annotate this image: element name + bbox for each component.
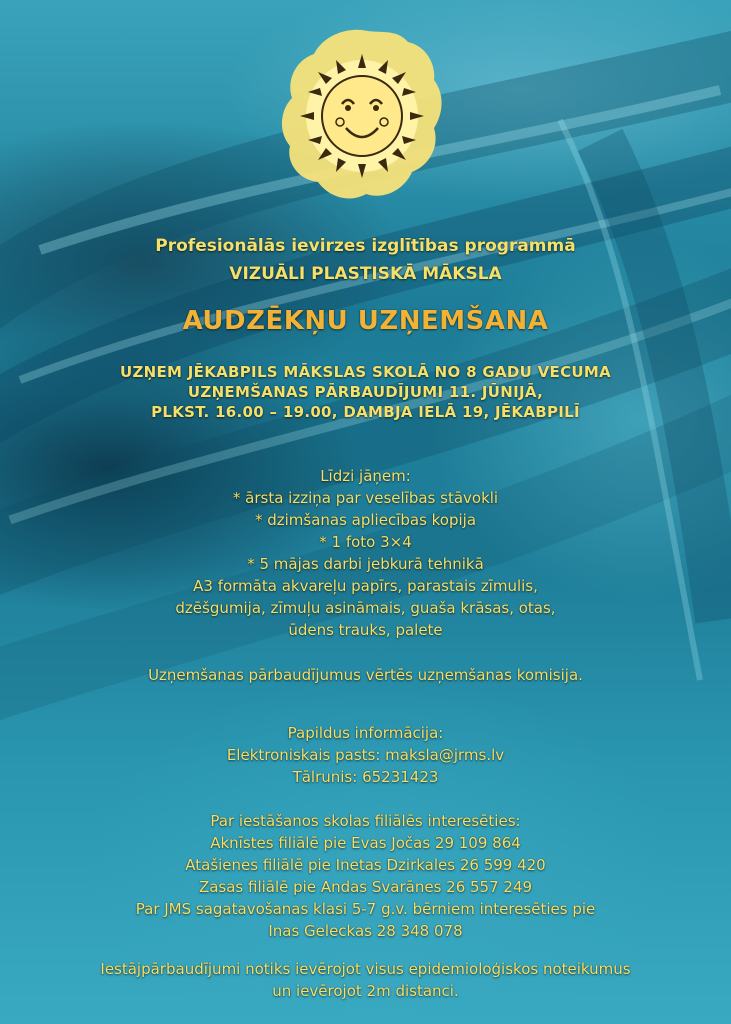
intro-line-3: PLKST. 16.00 – 19.00, DAMBJA IELĀ 19, JĒKABPILĪ [151, 403, 580, 421]
title-text: AUDZĒKŅU UZŅEMŠANA [182, 306, 549, 336]
branch-item: Zasas filiālē pie Andas Svarānes 26 557 249 [198, 878, 533, 896]
branches-section [0, 810, 731, 942]
requirements-heading: Līdzi jāņem: [320, 467, 411, 485]
program-line: Profesionālās ievirzes izglītības programmā [155, 236, 576, 256]
sun-face-icon [276, 24, 448, 208]
notice-line-2: un ievērojot 2m distanci. [272, 982, 459, 1000]
branch-item: Atašienes filiālē pie Inetas Dzirkales 26 599 420 [185, 856, 546, 874]
commission-note [0, 664, 731, 686]
requirement-item: A3 formāta akvareļu papīrs, parastais zīmulis, [193, 577, 538, 595]
commission-text: Uzņemšanas pārbaudījumus vērtēs uzņemšanas komisija. [148, 666, 583, 684]
contact-email: Elektroniskais pasts: maksla@jrms.lv [226, 746, 505, 764]
intro-line-1: UZŅEM JĒKABPILS MĀKSLAS SKOLĀ NO 8 GADU VECUMA [119, 363, 612, 381]
contacts-heading: Papildus informācija: [287, 724, 444, 742]
page-title [0, 304, 731, 338]
notice-line-1: Iestājpārbaudījumi notiks ievērojot visus epidemioloģiskos noteikumus [100, 960, 631, 978]
branch-item: Inas Geleckas 28 348 078 [268, 922, 463, 940]
epidemiology-notice [0, 958, 731, 1002]
requirement-item: * dzimšanas apliecības kopija [254, 511, 477, 529]
requirement-item: * 1 foto 3×4 [319, 533, 412, 551]
program-heading [0, 232, 731, 288]
requirement-item: dzēšgumija, zīmuļu asināmais, guaša krāsas, otas, [175, 599, 556, 617]
contacts-section [0, 722, 731, 788]
requirement-item: ūdens trauks, palete [288, 621, 443, 639]
branch-item: Par JMS sagatavošanas klasi 5-7 g.v. bērniem interesēties pie [135, 900, 596, 918]
branch-item: Aknīstes filiālē pie Evas Jočas 29 109 864 [210, 834, 521, 852]
contact-phone: Tālrunis: 65231423 [292, 768, 439, 786]
requirements-section [0, 465, 731, 641]
program-name: VIZUĀLI PLASTISKĀ MĀKSLA [229, 264, 502, 284]
admission-intro [0, 362, 731, 422]
branches-heading: Par iestāšanos skolas filiālēs interesēties: [210, 812, 521, 830]
requirement-item: * 5 mājas darbi jebkurā tehnikā [247, 555, 484, 573]
requirement-item: * ārsta izziņa par veselības stāvokli [232, 489, 499, 507]
intro-line-2: UZŅEMŠANAS PĀRBAUDĪJUMI 11. JŪNIJĀ, [187, 383, 544, 401]
